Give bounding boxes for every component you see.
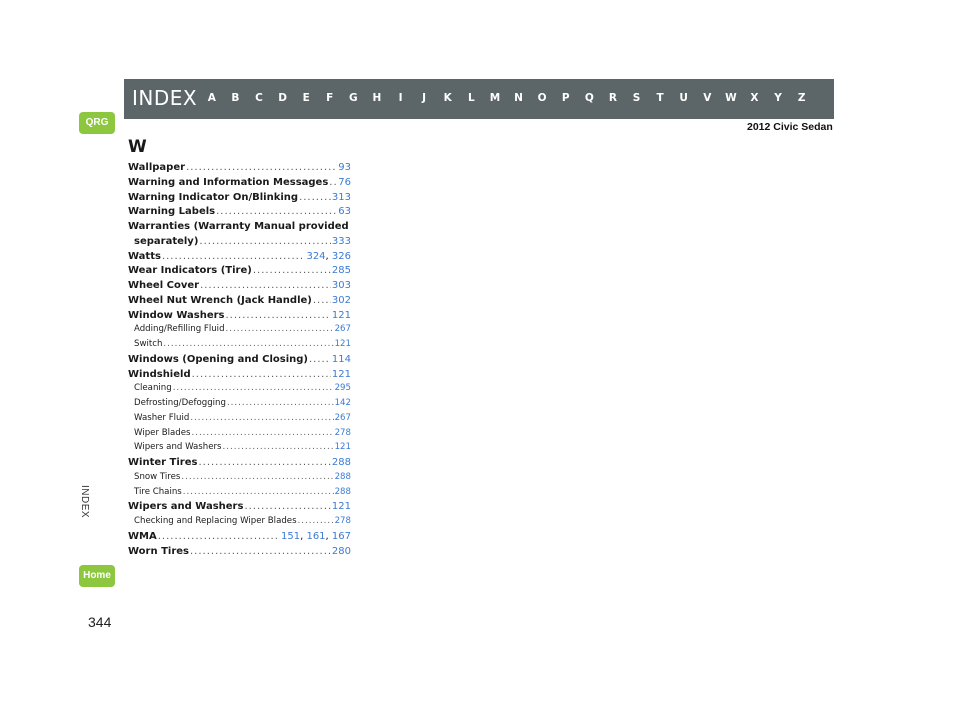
page-link[interactable]: 121: [331, 501, 351, 513]
entry-label: Wear Indicators (Tire): [128, 265, 252, 277]
leader-dots: [181, 472, 333, 482]
entry-label: Adding/Refilling Fluid: [134, 324, 225, 335]
index-entry: [128, 310, 351, 325]
page-link[interactable]: 167: [331, 530, 351, 542]
page-refs: [332, 369, 351, 380]
index-subentry: [128, 383, 351, 398]
leader-dots: [223, 442, 334, 452]
leader-dots: [183, 487, 334, 497]
page-refs: 151, 161, 167: [281, 530, 351, 542]
alphabet-letter-g[interactable]: G: [349, 92, 358, 104]
page-link[interactable]: 333: [331, 235, 351, 247]
index-subentry: [128, 442, 351, 457]
index-subentry: [128, 324, 351, 339]
page-refs: 324, 326: [306, 250, 351, 262]
alphabet-letter-q[interactable]: Q: [584, 92, 594, 104]
leader-dots: [227, 398, 334, 408]
page-refs: [335, 383, 351, 393]
page-link[interactable]: 161: [306, 530, 326, 542]
page-link[interactable]: 121: [334, 339, 351, 349]
page-link[interactable]: 302: [331, 294, 351, 306]
leader-dots: [192, 369, 331, 380]
alphabet-letter-p[interactable]: P: [561, 92, 570, 104]
page-refs: [332, 457, 351, 468]
page-refs: [332, 265, 351, 276]
entry-label: Winter Tires: [128, 457, 198, 468]
leader-dots: [298, 516, 334, 526]
leader-dots: [244, 501, 330, 512]
index-entry: [128, 501, 351, 516]
index-subentry: [128, 413, 351, 428]
section-letter: W: [128, 137, 147, 157]
page-link[interactable]: 63: [338, 206, 351, 218]
leader-dots: [191, 428, 333, 438]
entry-label: Warning Indicator On/Blinking: [128, 191, 299, 203]
page-link[interactable]: 324: [306, 250, 326, 262]
alphabet-letter-h[interactable]: H: [372, 92, 382, 104]
page-refs: [335, 516, 351, 526]
alphabet-nav: [200, 92, 813, 104]
entry-label: Worn Tires: [128, 545, 189, 557]
page-refs: [335, 487, 351, 497]
page-refs: [332, 546, 351, 557]
leader-dots: [225, 310, 330, 321]
entry-label: WMA: [128, 530, 157, 542]
leader-dots: [253, 265, 331, 276]
page-refs: [335, 339, 351, 349]
alphabet-letter-t[interactable]: T: [656, 92, 664, 104]
alphabet-letter-n[interactable]: N: [514, 92, 523, 104]
index-subentry: [128, 487, 351, 502]
index-entry: [128, 280, 351, 295]
entry-label: Wiper Blades: [134, 427, 191, 438]
page-link[interactable]: 267: [334, 324, 351, 335]
entry-label: Windshield: [128, 368, 191, 380]
entry-label: Switch: [134, 339, 163, 349]
entry-label: Tire Chains: [134, 486, 182, 497]
index-entry: [128, 369, 351, 384]
page-refs: [335, 428, 351, 438]
page-refs: [332, 310, 351, 321]
index-entry: [128, 531, 351, 546]
entry-label: Defrosting/Defogging: [134, 398, 226, 408]
leader-dots: [199, 236, 331, 247]
alphabet-letter-e[interactable]: E: [302, 92, 310, 104]
alphabet-letter-w[interactable]: W: [725, 92, 737, 104]
alphabet-letter-x[interactable]: X: [750, 92, 759, 104]
page-number: 344: [88, 614, 112, 630]
leader-dots: [299, 192, 331, 203]
page-link[interactable]: 121: [331, 309, 351, 321]
entry-label: Warning and Information Messages: [128, 176, 329, 188]
entry-label: Wipers and Washers: [134, 442, 222, 453]
alphabet-letter-m[interactable]: M: [489, 92, 501, 104]
alphabet-letter-y[interactable]: Y: [774, 92, 782, 104]
page-refs: [335, 472, 351, 482]
side-index-label: INDEX: [79, 485, 90, 519]
alphabet-letter-i[interactable]: I: [398, 92, 403, 104]
index-entry: [128, 192, 351, 207]
page-link[interactable]: 114: [331, 353, 351, 365]
index-subentry: [128, 428, 351, 443]
page-refs: [338, 206, 351, 217]
leader-dots: [190, 413, 333, 423]
entry-label: Window Washers: [128, 309, 225, 321]
page-refs: [335, 413, 351, 423]
page-refs: [332, 236, 351, 247]
page-link[interactable]: 326: [331, 250, 351, 262]
index-subentry: [128, 472, 351, 487]
index-entries: [128, 162, 351, 560]
index-entry: [128, 162, 351, 177]
leader-dots: [158, 531, 280, 542]
index-entry: [128, 206, 351, 221]
leader-dots: [309, 354, 331, 365]
alphabet-letter-d[interactable]: D: [278, 92, 287, 104]
page-refs: [332, 354, 351, 365]
index-entry: [128, 546, 351, 561]
entry-label: separately): [134, 235, 199, 247]
page-refs: [338, 177, 351, 188]
leader-dots: [216, 206, 337, 217]
index-subentry: [128, 516, 351, 531]
page-link[interactable]: 313: [331, 191, 351, 203]
page-link[interactable]: 267: [334, 412, 351, 423]
entry-label: Cleaning: [134, 383, 172, 394]
page-link[interactable]: 278: [334, 427, 351, 438]
page-link[interactable]: 93: [338, 162, 351, 173]
page-refs: [332, 295, 351, 306]
page-link[interactable]: 285: [331, 265, 351, 277]
entry-label: Wallpaper: [128, 162, 186, 173]
page-link[interactable]: 280: [331, 545, 351, 557]
entry-label: Watts: [128, 250, 161, 262]
page-link[interactable]: 121: [331, 368, 351, 380]
page-refs: [332, 280, 351, 291]
leader-dots: [190, 546, 331, 557]
page-link[interactable]: 142: [334, 398, 351, 408]
manual-subtitle: 2012 Civic Sedan: [747, 121, 833, 133]
index-entry: [128, 236, 351, 251]
index-entry: [128, 354, 351, 369]
page-link[interactable]: 295: [334, 383, 351, 394]
leader-dots: [162, 251, 306, 262]
alphabet-letter-o[interactable]: O: [537, 92, 547, 104]
entry-label: Warranties (Warranty Manual provided: [128, 221, 349, 232]
leader-dots: [173, 383, 334, 393]
alphabet-letter-u[interactable]: U: [679, 92, 688, 104]
page-refs: [335, 442, 351, 452]
leader-dots: [198, 457, 330, 468]
leader-dots: [329, 177, 337, 188]
page-refs: [338, 162, 351, 173]
entry-label: Checking and Replacing Wiper Blades: [134, 516, 297, 526]
index-entry: [128, 265, 351, 280]
leader-dots: [163, 339, 333, 349]
index-entry: [128, 457, 351, 472]
page-refs: [335, 398, 351, 408]
page-refs: [332, 501, 351, 512]
alphabet-letter-b[interactable]: B: [231, 92, 240, 104]
index-entry: [128, 251, 351, 266]
alphabet-letter-v[interactable]: V: [703, 92, 712, 104]
page-link[interactable]: 76: [338, 176, 351, 188]
alphabet-letter-k[interactable]: K: [443, 92, 452, 104]
index-subentry: [128, 339, 351, 354]
entry-label: Wheel Nut Wrench (Jack Handle): [128, 294, 312, 306]
page-link[interactable]: 151: [281, 530, 301, 542]
page-link[interactable]: 288: [331, 457, 351, 468]
alphabet-letter-j[interactable]: J: [422, 92, 427, 104]
index-entry: [128, 221, 351, 236]
page-link[interactable]: 288: [334, 486, 351, 497]
alphabet-letter-s[interactable]: S: [632, 92, 641, 104]
entry-label: Warning Labels: [128, 206, 216, 218]
alphabet-letter-a[interactable]: A: [207, 92, 216, 104]
page-refs: [335, 324, 351, 334]
page-refs: [332, 192, 351, 203]
home-tab[interactable]: Home: [79, 565, 115, 587]
qrg-tab[interactable]: QRG: [79, 112, 115, 134]
alphabet-letter-l[interactable]: L: [467, 92, 475, 104]
banner-title: INDEX: [132, 86, 198, 110]
entry-label: Wheel Cover: [128, 280, 200, 291]
entry-label: Windows (Opening and Closing): [128, 353, 308, 365]
alphabet-letter-r[interactable]: R: [608, 92, 617, 104]
alphabet-letter-f[interactable]: F: [326, 92, 334, 104]
leader-dots: [200, 280, 331, 291]
leader-dots: [313, 295, 331, 306]
entry-label: Wipers and Washers: [128, 501, 244, 513]
index-banner: [124, 79, 834, 119]
index-entry: [128, 177, 351, 192]
leader-dots: [186, 162, 337, 173]
alphabet-letter-z[interactable]: Z: [797, 92, 806, 104]
alphabet-letter-c[interactable]: C: [255, 92, 263, 104]
index-subentry: [128, 398, 351, 413]
entry-label: Washer Fluid: [134, 412, 190, 423]
entry-label: Snow Tires: [134, 471, 181, 482]
page-link[interactable]: 121: [334, 442, 351, 453]
index-entry: [128, 295, 351, 310]
page-link[interactable]: 278: [334, 516, 351, 526]
page-link[interactable]: 288: [334, 471, 351, 482]
page-link[interactable]: 303: [331, 280, 351, 291]
leader-dots: [226, 324, 334, 334]
